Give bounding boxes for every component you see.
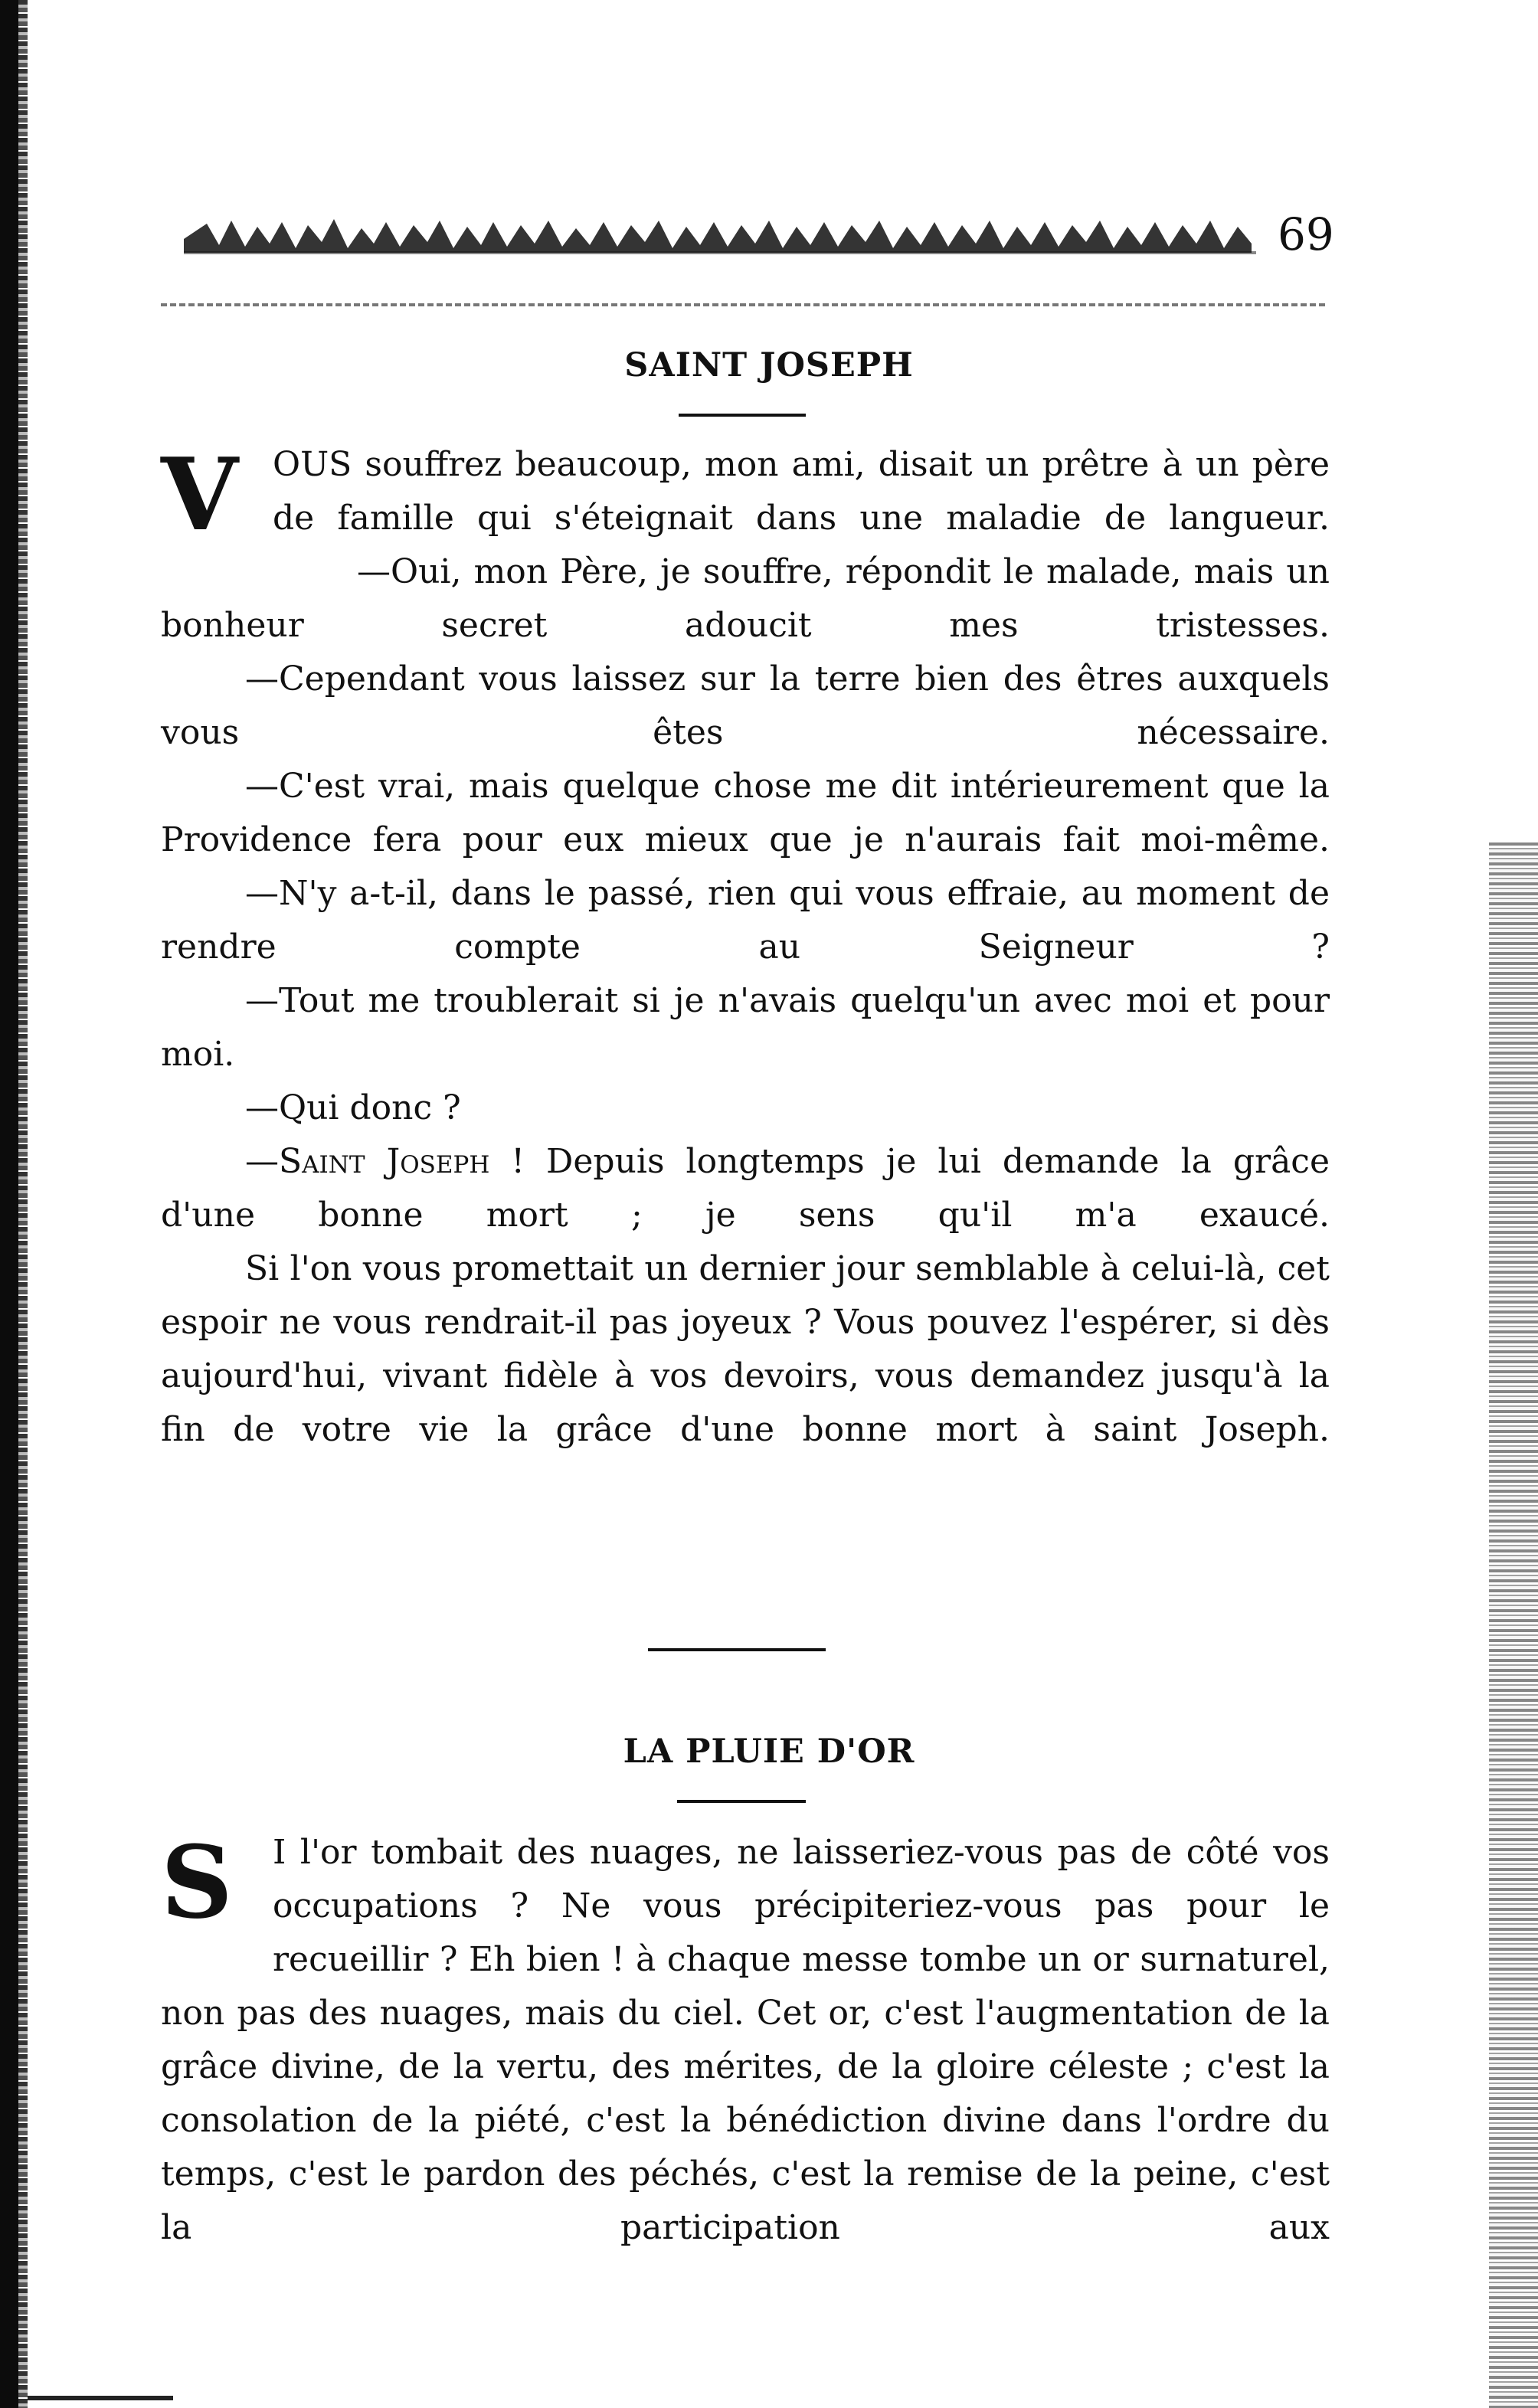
saint-joseph-name: Saint Joseph [279,1142,490,1181]
paragraph: —Tout me troublerait si je n'avais quelqu'un avec moi et pour moi. [161,981,1330,1074]
title-underline [677,1800,806,1803]
paragraph: Si l'on vous promettait un dernier jour semblable à celui-là, cet espoir ne vous rendrait-il pas joyeux ? Vous pouvez l'espérer, si dès aujourd'hui, vivant fidèle à vos devoirs, vous demandez jusqu'à la fin de votre vie la grâce d'une bonne mort à saint Joseph. [161,1249,1330,1449]
page-number: 69 [1278,208,1334,260]
paragraph-rest: ! Depuis longtemps je lui demande la grâce d'une bonne mort ; je sens qu'il m'a exaucé. [161,1142,1330,1235]
section-separator [648,1648,826,1651]
paragraph-opening: I l'or tombait des nuages, ne laisseriez-vous pas de côté vos occupations ? Ne vous précipiteriez-vous pas pour le recueillir ? Eh bien ! à chaque messe tombe un or surnaturel, non pas des nuages, mais du ciel. Cet or, c'est l'augmentation de la grâce divine, de la vertu, des mérites, de la gloire céleste ; c'est la consolation de la piété, c'est la bénédiction divine dans l'ordre du temps, c'est le pardon des péchés, c'est la remise de la peine, c'est la participation aux [161,1833,1330,2247]
scan-edge-noise [1489,842,1538,2408]
paragraph: —Qui donc ? [245,1088,461,1127]
scan-bottom-mark [28,2396,173,2400]
paragraph: —C'est vrai, mais quelque chose me dit intérieurement que la Providence fera pour eux mieux que je n'aurais fait moi-même. [161,767,1330,859]
section-title-pluie-dor: LA PLUIE D'OR [623,1732,915,1771]
paragraph: —Oui, mon Père, je souffre, répondit le malade, mais un bonheur secret adoucit mes tristesses. [161,552,1330,645]
header-rule [161,303,1325,306]
paragraph: —N'y a-t-il, dans le passé, rien qui vous effraie, au moment de rendre compte au Seigneur ? [161,874,1330,967]
section-pluie-dor-body [161,1826,1330,2255]
paragraph: —Cependant vous laissez sur la terre bien des êtres auxquels vous êtes nécessaire. [161,659,1330,752]
section-title-saint-joseph: SAINT JOSEPH [624,346,914,384]
drop-cap-s: S [161,1824,233,1941]
paragraph [161,1135,1330,1242]
drop-cap-v: V [161,436,238,553]
section-saint-joseph-body [161,438,1330,1457]
dash: — [245,1142,279,1181]
running-head-ornament [184,208,1256,260]
title-underline [679,414,806,417]
paragraph-opening: OUS souffrez beaucoup, mon ami, disait un prêtre à un père de famille qui s'éteignait dans une maladie de langueur. [273,445,1330,538]
